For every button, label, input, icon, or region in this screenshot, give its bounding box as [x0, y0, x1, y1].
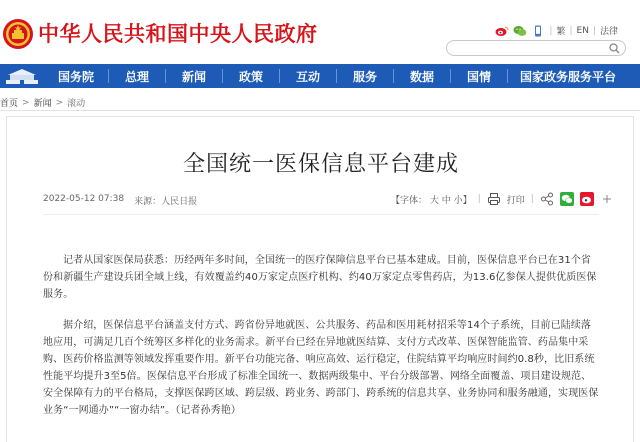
meta-divider	[43, 214, 599, 215]
site-title[interactable]: 中华人民共和国中央人民政府	[38, 22, 318, 46]
breadcrumb-current[interactable]: 滚动	[67, 99, 86, 109]
nav-item-shuju[interactable]: 数据	[409, 69, 434, 84]
main-nav	[0, 64, 640, 88]
source-name: 人民日报	[161, 197, 198, 207]
article-title: 全国统一医保信息平台建成	[182, 152, 459, 177]
nav-item-guoqing[interactable]: 国情	[466, 69, 491, 84]
tools-sep: |	[477, 194, 481, 204]
traditional-link[interactable]: 繁	[556, 27, 566, 37]
national-emblem-icon[interactable]	[2, 18, 34, 50]
search-box[interactable]	[446, 40, 626, 56]
font-medium-button[interactable]: 中	[441, 195, 451, 206]
search-input[interactable]	[455, 42, 605, 54]
header-sep: |	[569, 25, 573, 36]
font-size-close: 】	[462, 195, 472, 206]
print-icon[interactable]	[487, 192, 501, 206]
font-size-label: 【字体：	[391, 195, 428, 206]
tiananmen-icon	[2, 66, 42, 86]
article-meta	[43, 194, 197, 207]
nav-item-zhengce[interactable]: 政策	[238, 69, 263, 84]
share-icon[interactable]	[540, 192, 554, 206]
nav-item-xinwen[interactable]: 新闻	[181, 69, 206, 84]
english-link[interactable]: EN	[576, 25, 589, 36]
breadcrumb-sep: >	[22, 97, 30, 108]
font-small-button[interactable]: 小	[453, 195, 463, 206]
law-link[interactable]: 法律	[599, 27, 618, 37]
article-container	[6, 116, 634, 442]
weibo-icon[interactable]	[495, 25, 509, 37]
breadcrumb-news[interactable]: 新闻	[33, 99, 52, 109]
nav-item-guowuyuan[interactable]: 国务院	[57, 69, 94, 84]
site-header	[0, 0, 640, 64]
nav-item-fuwu[interactable]: 服务	[352, 69, 377, 84]
article-paragraph: 据介绍，医保信息平台涵盖支付方式、跨省份异地就医、公共服务、药品和医用耗材招采等14个子系统，目前已陆续落地应用，可满足几百个统筹区多样化的业务需求。新平台已经在异地就医结算、支付方式改革、医保智能监管、药品集中采购、医药价格监测等领域发挥重要作用。新平台功能完备、响应高效、运行稳定，住院结算平均响应时间约0.8秒，比旧系统性能平均提升3至5倍。医保信息平台形成了标准全国统一、数据两级集中、平台分级部署、网络全面覆盖、项目建设规范、安全保障有力的平台格局，支撑医保跨区域、跨层级、跨业务、跨部门、跨系统的信息共享、业务协同和服务融通，实现医保业务“一网通办”“一窗办结”。（记者孙秀艳）	[43, 320, 599, 416]
article-paragraph: 记者从国家医保局获悉：历经两年多时间，全国统一的医疗保障信息平台已基本建成。目前，医保信息平台已在31个省份和新疆生产建设兵团全域上线，有效覆盖约40万家定点医疗机构、约40万家定点零售药店，为13.6亿参保人提供优质医保服务。	[43, 255, 597, 300]
tools-sep: |	[530, 194, 534, 204]
breadcrumb-sep: >	[55, 97, 64, 108]
print-button[interactable]: 打印	[506, 195, 525, 206]
nav-item-zongli[interactable]: 总理	[124, 69, 149, 84]
weibo-share-icon[interactable]	[580, 192, 594, 206]
mobile-icon[interactable]	[531, 25, 545, 37]
breadcrumb	[0, 96, 85, 109]
search-icon[interactable]	[609, 43, 620, 54]
nav-item-zhengwu-platform[interactable]: 国家政务服务平台	[519, 69, 616, 84]
nav-home-icon-wrap[interactable]	[0, 64, 44, 88]
article-date: 2022-05-12 07:38	[43, 194, 125, 204]
source-label: 来源：	[134, 197, 162, 207]
header-sep: |	[592, 25, 596, 36]
breadcrumb-divider	[0, 110, 640, 111]
article-source	[134, 194, 197, 207]
font-size-control	[391, 193, 472, 206]
header-links	[495, 24, 618, 37]
article-tools	[391, 192, 614, 206]
wechat-share-icon[interactable]	[560, 192, 574, 206]
nav-item-hudong[interactable]: 互动	[295, 69, 320, 84]
more-icon[interactable]	[600, 192, 614, 206]
header-sep: |	[549, 25, 553, 36]
font-large-button[interactable]: 大	[429, 195, 439, 206]
breadcrumb-home[interactable]: 首页	[0, 99, 19, 109]
wechat-icon[interactable]	[513, 25, 527, 37]
